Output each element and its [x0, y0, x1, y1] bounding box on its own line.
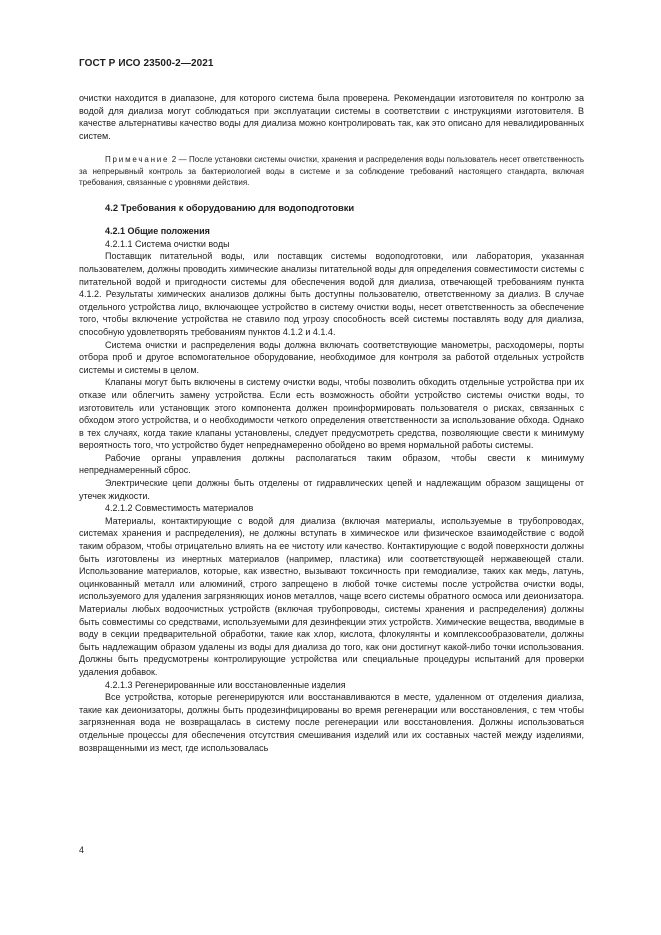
document-header: ГОСТ Р ИСО 23500-2—2021 — [79, 58, 214, 69]
page-body — [79, 92, 584, 754]
note-label: Примечание — [105, 155, 170, 165]
subsection-heading-4-2-1-2: 4.2.1.2 Совместимость материалов — [105, 503, 254, 514]
paragraph-electrical: Электрические цепи должны быть отделены от гидравлических цепей и надлежащим образом защищены от утечек жидкости. — [79, 478, 584, 501]
paragraph-regenerated: Все устройства, которые регенерируются или восстанавливаются в месте, удаленном от отделения диализа, такие как деионизаторы, должны быть продезинфицированы во время регенерации или восстановления, с тем чтобы загрязненная вода не возвращалась в систему после регенерации или восстановления. Должны использоваться отдельные процессы для обеспечения отсутствия смешивания изделий или их составных частей между изделиями, возвращенными из мест, где использовалась — [79, 692, 584, 753]
section-heading-4-2: 4.2 Требования к оборудованию для водоподготовки — [105, 201, 355, 213]
note-text: 2 — После установки системы очистки, хранения и распределения воды пользователь несет ответственность за непрерывный контроль за бактериологией воды в системе и за соблюдение требований настоящего стандарта, включая требования, связанные с уровнями действия. — [79, 155, 584, 188]
note — [79, 154, 584, 188]
paragraph-gauges: Система очистки и распределения воды должна включать соответствующие манометры, расходомеры, порты отбора проб и другое вспомогательное оборудование, необходимое для контроля за работой отдельных устройств системы и системы в целом. — [79, 339, 584, 375]
subsection-heading-4-2-1-3: 4.2.1.3 Регенерированные или восстановленные изделия — [105, 679, 346, 690]
section-heading-4-2-1: 4.2.1 Общие положения — [105, 226, 210, 237]
page-number: 4 — [79, 845, 85, 855]
paragraph-controls: Рабочие органы управления должны располагаться таким образом, чтобы свести к минимуму непреднамеренный сброс. — [79, 452, 584, 476]
paragraph-valves: Клапаны могут быть включены в систему очистки воды, чтобы позволить обходить отдельные устройства при их отказе или облегчить замену устройства. Если есть возможность обойти устройство системы очистки воды, то изготовитель или установщик этого компонента должен проинформировать пользователя о рисках, связанных с обходом этого устройства, и о необходимости четкого определения ответственности за использование обхода. Однако в тех случаях, когда такие клапаны установлены, следует предусмотреть средства, позволяющие свести к минимуму вероятность того, что устройство будет непреднамеренно обойдено во время нормальной работы системы. — [79, 377, 584, 451]
paragraph-feed-water: Поставщик питательной воды, или поставщик системы водоподготовки, или лаборатория, указанная пользователем, должны проводить химические анализы питательной воды для определения совместимости системы с питательной водой и пригодности системы для обеспечения водой для диализа, отвечающей требованиям пункта 4.1.2. Результаты химических анализов должны быть доступны пользователю, ответственному за диализ. В случае отдельного устройства лицо, включающее устройство в систему очистки воды, несет ответственность за обеспечение того, чтобы включение устройства не ставило под угрозу способность всей системы поставлять воду для диализа, способную удовлетворять требованиям пунктов 4.1.2 и 4.1.4. — [79, 251, 584, 337]
paragraph-continuation: очистки находится в диапазоне, для которого система была проверена. Рекомендации изготовителя по контролю за водой для диализа могут соблюдаться при эксплуатации системы в соответствии с инструкциями изготовителя. В качестве альтернативы качество воды для диализа можно контролировать так, как это описано для невалидированных систем. — [79, 93, 584, 141]
paragraph-materials: Материалы, контактирующие с водой для диализа (включая материалы, используемые в трубопроводах, системах хранения и распределения), не должны вступать в химическое или физическое взаимодействие с водой таким образом, чтобы отрицательно влиять на ее чистоту или качество. Контактирующие с водой поверхности должны быть изготовлены из инертных материалов (например, пластика) или соответствующей нержавеющей стали. Использование материалов, которые, как известно, вызывают токсичность при гемодиализе, таких как медь, латунь, оцинкованный металл или алюминий, строго запрещено в любой точке системы после устройства очистки воды, используемого для удаления загрязняющих ионов металлов, чаще всего системы обратного осмоса или деионизатора. Материалы любых водоочистных устройств (включая трубопроводы, системы хранения и распределения) должны быть совместимы со средствами, используемыми для дезинфекции этих устройств. Химические вещества, вводимые в воду в секции предварительной обработки, такие как хлор, кислота, флокулянты и комплексообразователи, должны быть надлежащим образом удалены из воды для диализа до того, как они достигнут какой-либо точки использования. Должны быть предусмотрены контролирующие устройства или специальные процедуры испытаний для проверки удаления добавок. — [79, 515, 584, 677]
subsection-heading-4-2-1-1: 4.2.1.1 Система очистки воды — [105, 238, 230, 249]
